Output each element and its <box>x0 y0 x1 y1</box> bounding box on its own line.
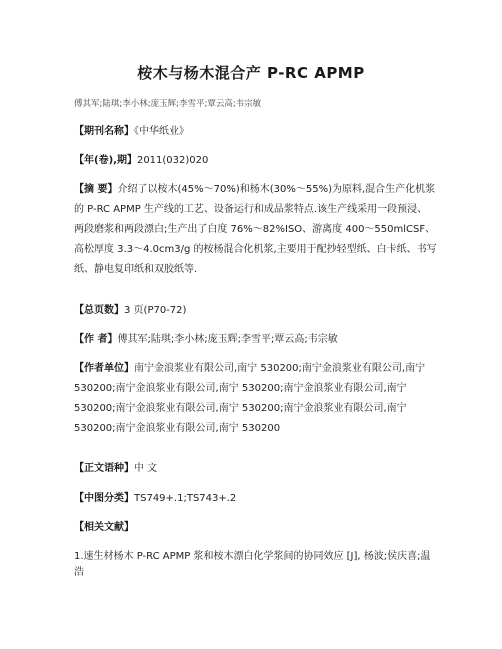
year-field <box>74 151 434 171</box>
author-field <box>74 330 434 350</box>
pages-label: 【总页数】 <box>74 305 124 316</box>
classification-value: TS749+.1;TS743+.2 <box>134 493 237 504</box>
abstract-line: 高松厚度 3.3～4.0cm3/g 的桉杨混合化机浆,主要用于配抄轻型纸、白卡纸、书写 <box>74 244 437 255</box>
abstract-line <box>74 180 434 200</box>
affiliation-line <box>74 359 434 379</box>
language-field <box>74 459 434 479</box>
classification-field <box>74 489 434 509</box>
abstract-label: 【摘 要】 <box>74 184 118 195</box>
affiliation-text-0: 南宁金浪浆业有限公司,南宁 530200;南宁金浪浆业有限公司,南宁 <box>134 363 426 374</box>
journal-value: 《中华纸业》 <box>134 126 189 137</box>
affiliation-line: 530200;南宁金浪浆业有限公司,南宁 530200;南宁金浪浆业有限公司,南宁 <box>74 403 407 414</box>
related-heading <box>74 518 434 538</box>
abstract-field <box>74 180 437 280</box>
author-label: 【作 者】 <box>74 334 118 345</box>
journal-field <box>74 122 434 142</box>
authors-line: 傅其军;陆琪;李小林;庞玉辉;李雪平;覃云高;韦宗敏 <box>74 99 262 109</box>
abstract-line: 的 P-RC APMP 生产线的工艺、设备运行和成品浆特点.该生产线采用一段预浸、 <box>74 204 428 215</box>
document-title: 桉木与杨木混合产 P-RC APMP <box>137 64 365 82</box>
abstract-text-0: 介绍了以桉木(45%～70%)和杨木(30%～55%)为原料,混合生产化机浆 <box>117 184 436 195</box>
affiliation-field <box>74 359 434 439</box>
related-item-line: 1.速生材杨木 P-RC APMP 浆和桉木漂白化学浆间的协同效应 [J], 杨波;侯庆喜;温 <box>74 551 431 562</box>
pages-value: 3 页(P70-72) <box>124 305 187 316</box>
related-item-line: 浩 <box>74 567 84 578</box>
year-label: 【年(卷),期】 <box>74 155 137 166</box>
language-label: 【正文语种】 <box>74 463 134 474</box>
classification-label: 【中图分类】 <box>74 493 134 504</box>
abstract-line: 纸、静电复印纸和双胶纸等. <box>74 264 198 275</box>
related-item <box>74 549 434 581</box>
affiliation-line: 530200;南宁金浪浆业有限公司,南宁 530200;南宁金浪浆业有限公司,南宁 <box>74 383 407 394</box>
abstract-line: 两段磨浆和两段漂白;生产出了白度 76%～82%ISO、游离度 400～550mlCSF、 <box>74 224 436 235</box>
year-value: 2011(032)020 <box>136 155 209 166</box>
pages-field <box>74 301 434 321</box>
journal-label: 【期刊名称】 <box>74 126 134 137</box>
related-label: 【相关文献】 <box>74 522 134 533</box>
affiliation-label: 【作者单位】 <box>74 363 134 374</box>
author-value: 傅其军;陆琪;李小林;庞玉辉;李雪平;覃云高;韦宗敏 <box>117 334 338 345</box>
affiliation-line: 530200;南宁金浪浆业有限公司,南宁 530200 <box>74 423 281 434</box>
language-value: 中 文 <box>134 463 158 474</box>
